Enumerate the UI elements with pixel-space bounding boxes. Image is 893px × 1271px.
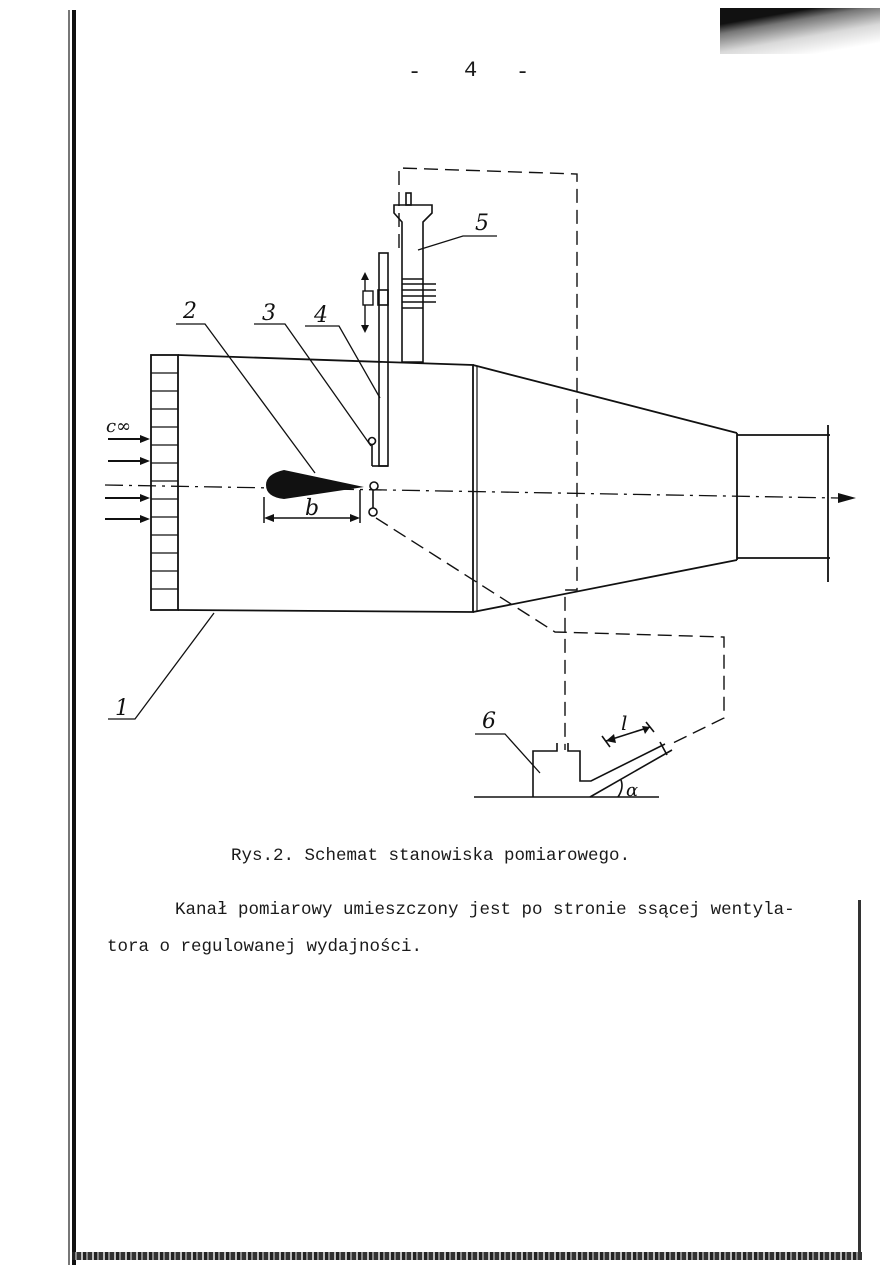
inflow-arrows (105, 439, 140, 519)
channel-axis (105, 485, 838, 498)
label-2: 2 (183, 299, 197, 324)
airfoil-profile (266, 470, 364, 499)
figure-caption: Rys.2. Schemat stanowiska pomiarowego. (231, 846, 631, 866)
paragraph-line-1: Kanał pomiarowy umieszczony jest po stronie ssącej wentyla- (175, 900, 795, 920)
diffuser-top (473, 365, 737, 433)
label-angle: α (626, 780, 639, 801)
page-number-dash-left: - (408, 60, 422, 85)
paragraph-line-2: tora o regulowanej wydajności. (107, 937, 423, 957)
inclined-manometer (474, 722, 672, 797)
label-velocity: c∞ (106, 416, 132, 437)
label-6: 6 (482, 709, 496, 734)
flow-direction-arrow (838, 493, 856, 503)
page-number: 4 (464, 58, 478, 83)
honeycomb-straightener (151, 355, 178, 610)
pressure-tubing (376, 168, 724, 750)
label-3: 3 (262, 301, 276, 326)
diffuser-bottom (473, 560, 737, 612)
label-5: 5 (475, 211, 489, 236)
label-chord: b (305, 496, 320, 521)
page-number-dash-right: - (516, 60, 530, 85)
label-1: 1 (115, 696, 129, 721)
traversing-mechanism (378, 193, 436, 362)
label-length: l (621, 711, 628, 735)
label-4: 4 (314, 303, 328, 328)
traverse-direction-arrow (363, 277, 373, 328)
